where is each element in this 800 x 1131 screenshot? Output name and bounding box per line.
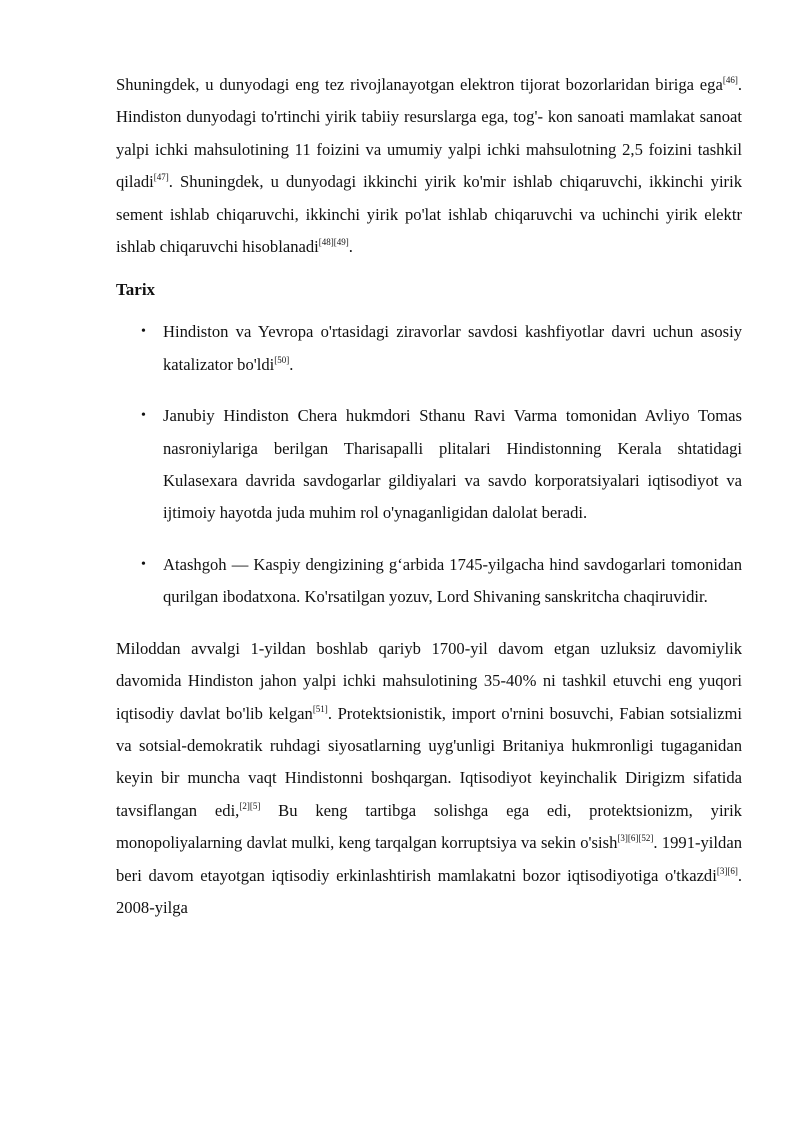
citation-ref[interactable]: [50] bbox=[274, 354, 290, 365]
citation-ref[interactable]: [3][6][52] bbox=[617, 833, 654, 844]
bullet-icon: • bbox=[141, 324, 146, 340]
citation-ref[interactable]: [46] bbox=[722, 75, 738, 85]
list-item bbox=[116, 400, 742, 530]
list-item bbox=[116, 549, 742, 614]
bullet-list bbox=[116, 316, 742, 613]
citation-ref[interactable]: [47] bbox=[153, 172, 169, 183]
citation-ref[interactable]: [2][5] bbox=[239, 800, 261, 811]
paragraph-text: . Shuningdek, u dunyodagi ikkinchi yirik ko'mir ishlab chiqaruvchi, ikkinchi yirik sement ishlab chiqaruvchi, ikkinchi yirik po'lat ishlab chiqaruvchi va uchinchi yirik elektr ishlab chiqaruvchi hisoblanadi bbox=[116, 172, 742, 257]
citation-ref[interactable]: [3][6] bbox=[716, 865, 738, 876]
list-item-text: Atashgoh — Kaspiy dengizining gʻarbida 1745-yilgacha hind savdogarlari tomonidan qurilgan ibodatxona. Ko'rsatilgan yozuv, Lord Shivaning sanskritcha chaqiruvidir. bbox=[163, 554, 742, 607]
paragraph-history bbox=[116, 633, 742, 925]
paragraph-text: . 2008-yilga bbox=[116, 865, 742, 917]
section-heading: Tarix bbox=[116, 280, 156, 300]
list-item-text: Hindiston va Yevropa o'rtasidagi ziravorlar savdosi kashfiyotlar davri uchun asosiy katalizator bo'ldi bbox=[163, 322, 742, 374]
bullet-icon: • bbox=[141, 556, 146, 572]
paragraph-text: Bu keng tartibga solishga ega edi, protektsionizm, yirik monopoliyalarning davlat mulki, keng tarqalgan korruptsiya va sekin o'sish bbox=[116, 800, 742, 853]
paragraph-economy bbox=[116, 69, 742, 263]
list-item-text: . bbox=[289, 354, 294, 374]
paragraph-text: . Protektsionistik, import o'rnini bosuvchi, Fabian sotsializmi va sotsial-demokratik ruhdagi siyosatlarning uyg'unligi Britaniya hukmronligi tugaganidan keyin bir muncha vaqt Hindistonni boshqargan. Iqtisodiyot keyinchalik Dirigizm sifatida tavsiflangan edi, bbox=[116, 703, 742, 820]
list-item bbox=[116, 316, 742, 381]
paragraph-text: Miloddan avvalgi 1-yildan boshlab qariyb 1700-yil davom etgan uzluksiz davomiylik davomida Hindiston jahon yalpi ichki mahsulotining 35-40% ni tashkil etuvchi eng yuqori iqtisodiy davlat bo'lib kelgan bbox=[116, 638, 742, 723]
bullet-icon: • bbox=[141, 408, 146, 424]
paragraph-text: . bbox=[348, 237, 353, 257]
citation-ref[interactable]: [51] bbox=[312, 703, 328, 714]
citation-ref[interactable]: [48][49] bbox=[318, 237, 349, 248]
list-item-text: Janubiy Hindiston Chera hukmdori Sthanu Ravi Varma tomonidan Avliyo Tomas nasroniylariga berilgan Tharisapalli plitalari Hindistonning Kerala shtatidagi Kulasexara davrida savdogarlar gildiyalari va savdo korporatsiyalari iqtisodiyot va ijtimoiy hayotda juda muhim rol o'ynaganligidan dalolat beradi. bbox=[163, 406, 742, 523]
paragraph-text: . 1991-yildan beri davom etayotgan iqtisodiy erkinlashtirish mamlakatni bozor iqtisodiyotiga o'tkazdi bbox=[116, 833, 742, 885]
paragraph-text: . Hindiston dunyodagi to'rtinchi yirik tabiiy resurslarga ega, tog'- kon sanoati mamlakat sanoat yalpi ichki mahsulotining 11 foizini va umumiy yalpi ichki mahsulotning 2,5 foizini tashkil qiladi bbox=[116, 75, 742, 192]
paragraph-text: Shuningdek, u dunyodagi eng tez rivojlanayotgan elektron tijorat bozorlaridan biriga ega bbox=[116, 75, 723, 94]
